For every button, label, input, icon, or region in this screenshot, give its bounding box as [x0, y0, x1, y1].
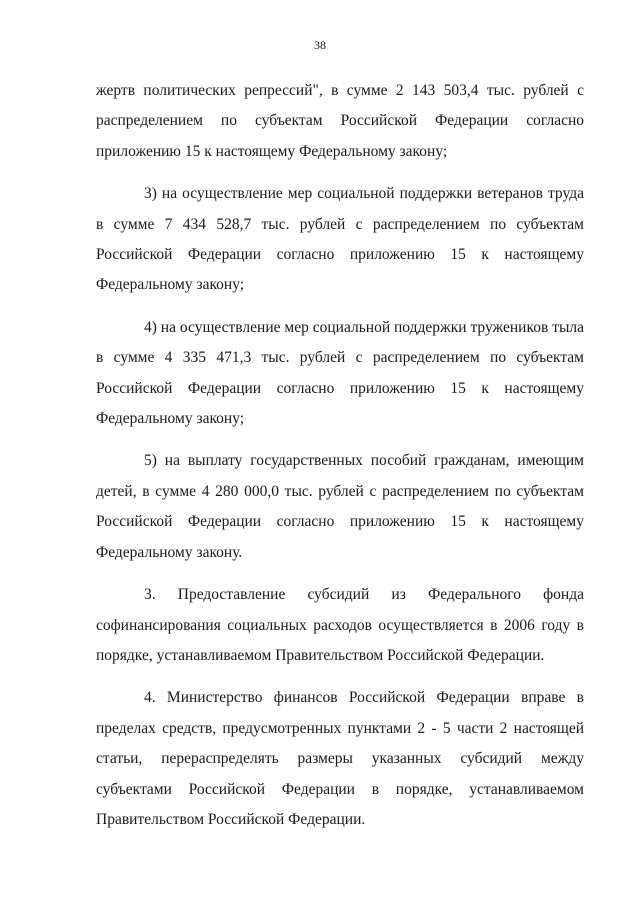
page-number: 38: [314, 38, 326, 52]
paragraph-item-3: 3) на осуществление мер социальной поддержки ветеранов труда в сумме 7 434 528,7 тыс. рублей с распределением по субъектам Российской Федерации согласно приложению 15 к настоящему Федеральному закону;: [96, 185, 584, 294]
paragraph-item-5: 5) на выплату государственных пособий гражданам, имеющим детей, в сумме 4 280 000,0 тыс. рублей с распределением по субъектам Российской Федерации согласно приложению 15 к настоящему Федеральному закону.: [96, 452, 584, 561]
paragraph-part-3: 3. Предоставление субсидий из Федерального фонда софинансирования социальных расходов осуществляется в 2006 году в порядке, устанавливаемом Правительством Российской Федерации.: [96, 586, 584, 664]
document-body: [96, 76, 584, 847]
paragraph-item-4: 4) на осуществление мер социальной поддержки тружеников тыла в сумме 4 335 471,3 тыс. рублей с распределением по субъектам Российской Федерации согласно приложению 15 к настоящему Федеральному закону;: [96, 318, 584, 428]
paragraph-continuation: жертв политических репрессий", в сумме 2 143 503,4 тыс. рублей с распределением по субъектам Российской Федерации согласно приложению 15 к настоящему Федеральному закону;: [96, 82, 584, 160]
paragraph-part-4: 4. Министерство финансов Российской Федерации вправе в пределах средств, предусмотренных пунктами 2 - 5 части 2 настоящей статьи, перераспределять размеры указанных субсидий между субъектами Российской Федерации в порядке, устанавливаемом Правительством Российской Федерации.: [96, 689, 584, 828]
